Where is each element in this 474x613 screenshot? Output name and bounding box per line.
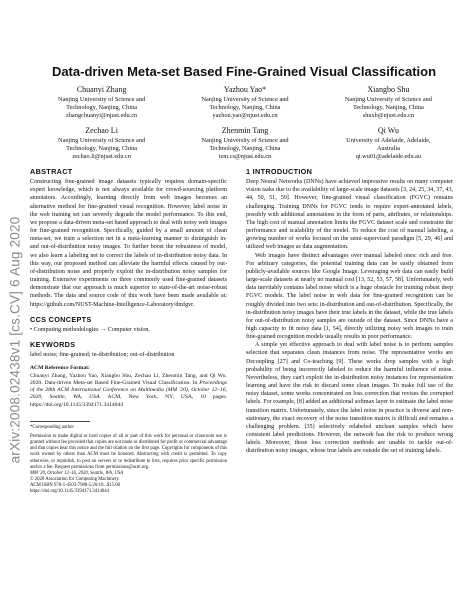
author-email: shuxb@njust.edu.cn (362, 112, 415, 120)
conference-line: MM '20, October 12–16, 2020, Seattle, WA, USA (30, 470, 124, 476)
acm-reference-heading: ACM Reference Format: (30, 365, 90, 372)
author-affiliation: University of Adelaide, Adelaide, (346, 137, 431, 145)
keywords-text: label noise; fine-grained; in-distribution; out-of-distribution (30, 352, 175, 359)
keywords-heading: KEYWORDS (30, 339, 76, 349)
acm-reference-tail: ACM, New York, NY, USA, 10 pages. https://doi.org/10.1145/3394171.3414044 (30, 394, 227, 408)
acm-reference (30, 365, 227, 409)
ccs-text: • Computing methodologies → Computer vision. (30, 326, 150, 333)
author-name: Qi Wu (377, 126, 399, 136)
doi-link[interactable]: https://doi.org/10.1145/3394171.3414044 (30, 489, 110, 494)
introduction-heading: 1 INTRODUCTION (246, 167, 313, 176)
author-block (30, 85, 460, 168)
paper-title: Data-driven Meta-set Based Fine-Grained Visual Classification (51, 64, 437, 79)
author (30, 85, 173, 120)
author-affiliation: Nanjing University of Science and (201, 137, 289, 145)
introduction-paragraph-2: Web images have distinct advantages over manual labeled ones: rich and free. For arbitrary categories, the potential training data can be easily obtained from publicly-available sources like Google Image. Leveraging web data can easily build large-scale datasets at nearly no manual cost [13, 52, 53, 57, 58]. Unfortunately, web data inevitably contains label noise which is a huge obstacle for training robust deep FGVC models. The label noise in web data for fine-grained recognition can be roughly divided into two sets: in-distribution and out-of-distribution. Specifically, the in-distribution noisy images have their true labels in the dataset, while the true labels for out-of-distribution noisy samples are outside of the dataset. Since DNNs have a high capacity to fit noisy data [1, 54], directly utilizing noisy web images to train fine-grained recognition models usually results in poor performance. (246, 252, 453, 341)
acm-reference-venue: Proceedings of the 28th ACM International Conference on Multimedia (MM '20), October 12–16, 2020, Seattle, WA, USA. (30, 379, 227, 401)
footnote: *Corresponding author (30, 425, 74, 431)
author-email: qi.wu01@adelaide.edu.au (355, 153, 422, 161)
left-column (30, 168, 227, 495)
isbn-line: ACM ISBN 978-1-4503-7988-5/20/10...$15.00 (30, 482, 120, 488)
author-affiliation: Technology, Nanjing, China (209, 145, 281, 153)
author-name: Xiangbo Shu (367, 85, 410, 94)
author (30, 126, 173, 161)
footnote-rule (30, 421, 90, 422)
author-affiliation: Nanjing University of Science and (201, 96, 289, 103)
author (317, 126, 460, 161)
author-row-2 (30, 126, 460, 161)
author-name: Chuanyi Zhang (76, 85, 127, 94)
acm-reference-authors: Chuanyi Zhang, Yazhou Yao, Xiangbo Shu, Zechao Li, Zhenmin Tang, and Qi Wu. 2020. Data-driven Meta-set Based Fine-Grained Visual Classification. In (30, 372, 227, 386)
author-name: Zhenmin Tang (221, 126, 269, 136)
copyright-line: © 2020 Association for Computing Machinery. (30, 476, 120, 482)
author-name: Yazhou Yao* (223, 85, 267, 94)
arxiv-stamp (4, 150, 26, 530)
abstract-heading: ABSTRACT (30, 167, 73, 176)
author (173, 126, 316, 161)
author-email: zechao.li@njust.edu.cn (72, 153, 131, 161)
introduction-paragraph-3: A simple yet effective approach to deal with label noise is to perform samples selection that separates clean instances from noise. The representative works are Decoupling [27] and Co-teaching [9]. These works drop samples with a high probability of being incorrectly labeled to reduce the harmful influence of noise. Nevertheless, they can't exploit the in-distribution noisy instances for representation learning and have the risk to discard some clean images. To make full use of the noisy dataset, some works concentrated on loss correction that revises the corrupted labels. For example, [8] added an additional softmax layer to estimate the label noise transition matrix. Unfortunately, since the label noise in practice is diverse and non-stationary, the exact recovery of the noise transition matrix is difficult and remains a challenging problem. [35] selectively relabeled unclean samples which have consistent label predictions. However, the network has the risk to produce wrong labels. Moreover, those loss correction methods are unable to tackle out-of-distribution noisy images, whose true labels are outside the set of training labels. (246, 342, 453, 455)
author-name: Zechao Li (85, 126, 118, 136)
author-row-1 (30, 85, 460, 120)
author-email: tzm.cs@njust.edu.cn (218, 153, 272, 161)
author (173, 85, 316, 120)
author-email: yazhou.yao@njust.edu.cn (212, 112, 278, 120)
author-affiliation: Technology, Nanjing, China (66, 145, 138, 153)
author-affiliation: Nanjing University of Science and (344, 96, 432, 103)
author (317, 85, 460, 120)
arxiv-stamp-text: arXiv:2008.02438v1 [cs.CV] 6 Aug 2020 (7, 216, 23, 464)
ccs-heading: CCS CONCEPTS (30, 314, 92, 324)
author-affiliation: Technology, Nanjing, China (352, 104, 424, 112)
introduction-paragraph-1: Deep Neural Networks (DNNs) have achieved impressive results on many computer vision tasks due to the availability of large-scale image datasets [3, 24, 25, 34, 37, 43, 44, 50, 51, 59]. However, fine-grained visual classification (FGVC) remains challenging. Training DNNs for FGVC tends to require expert-annotated labels, possibly with additional annotations in the form of parts, attributes, or relationships. The high cost of manual annotation limits the FGVC dataset scale and constrains the performance and scalability of the model. To reduce the cost of manual labeling, a growing number of works focused on the semi-supervised paradigm [5, 29, 46] and utilized web images as data augmentation. (246, 179, 453, 251)
author-email: zhangchuanyi@njust.edu.cn (65, 112, 138, 120)
author-affiliation: Australia (376, 145, 400, 153)
author-affiliation: Technology, Nanjing, China (209, 104, 281, 112)
permission-notice: Permission to make digital or hard copies of all or part of this work for personal or classroom use is granted without fee provided that copies are not made or distributed for profit or commercial advantage and that copies bear this notice and the full citation on the first page. Copyrights for components of this work owned by others than ACM must be honored. Abstracting with credit is permitted. To copy otherwise, or republish, to post on servers or to redistribute to lists, requires prior specific permission and/or a fee. Request permissions from permissions@acm.org. (30, 434, 227, 470)
author-affiliation: Nanjing University of Science and (58, 137, 146, 145)
abstract-text: Constructing fine-grained image datasets typically requires domain-specific expert knowledge, which is not always available for crowd-sourcing platform annotators. Accordingly, learning directly from web images becomes an alternative method for fine-grained visual recognition. However, label noise in the web training set can severely degrade the model performance. To this end, we propose a data-driven meta-set based approach to deal with noisy web images for fine-grained recognition. Specifically, guided by a small amount of clean meta-set, we train a selection net in a meta-learning manner to distinguish in- and out-of-distribution noisy images. To further boost the robustness of model, we also learn a labeling net to correct the labels of in-distribution noisy data. In this way, our proposed method can alleviate the harmful effects caused by out-of-distribution noise and properly exploit the in-distribution noisy samples for training. Extensive experiments on three commonly used fine-grained datasets demonstrate that our approach is much superior to state-of-the-art noise-robust methods. The data and source code of this work have been made available at: https://github.com/NUST-Machine-Intelligence-Laboratory/dmfgvr. (30, 179, 227, 308)
author-affiliation: Nanjing University of Science and (58, 96, 146, 103)
right-column (246, 168, 453, 455)
author-affiliation: Technology, Nanjing, China (66, 104, 138, 112)
